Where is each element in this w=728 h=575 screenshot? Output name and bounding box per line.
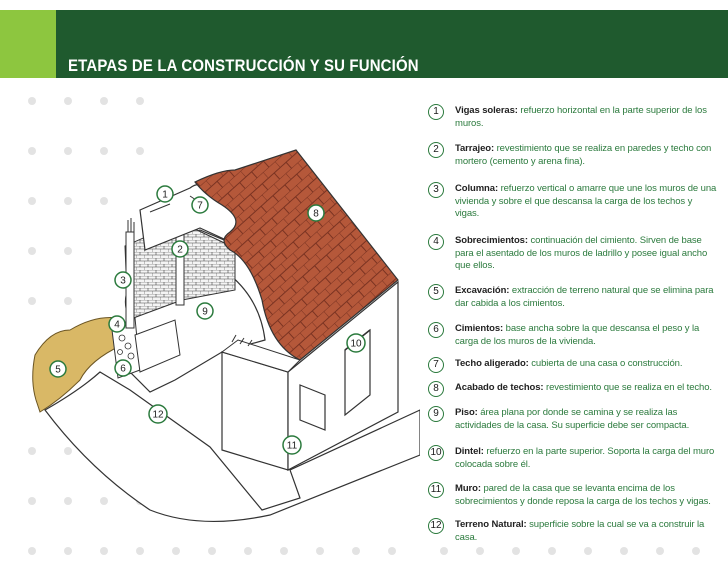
callout-12 [149,405,167,423]
legend-number: 3 [428,182,444,198]
callout-7 [192,197,208,213]
house-construction-illustration [0,80,420,575]
legend-term: Terreno Natural: [455,519,527,530]
legend-term: Columna: [455,183,499,194]
legend-term: Dintel: [455,446,484,457]
header [0,0,728,80]
legend-description: revestimiento que se realiza en el techo. [546,382,712,393]
svg-text:1: 1 [162,189,168,201]
legend-term: Piso: [455,407,478,418]
legend-number: 11 [428,482,444,498]
legend-number: 1 [428,104,444,120]
svg-text:11: 11 [286,440,298,452]
svg-text:9: 9 [202,306,208,318]
legend-term: Sobrecimientos: [455,235,528,246]
svg-text:6: 6 [120,363,126,375]
svg-text:2: 2 [177,244,183,256]
callout-5 [50,361,66,377]
callout-9 [197,303,213,319]
legend-term: Vigas soleras: [455,105,518,116]
legend-number: 10 [428,445,444,461]
legend-description: pared de la casa que se levanta encima de los sobrecimientos y donde reposa la carga de los techos y vigas. [455,483,711,507]
legend-description: continuación del cimiento. Sirven de base para el asentado de los muros de ladrillo y posee igual ancho que ellos. [455,235,708,271]
legend-term: Techo aligerado: [455,358,529,369]
legend-number: 7 [428,357,444,373]
callout-2 [172,241,188,257]
legend-description: refuerzo en la parte superior. Soporta la carga del muro colocada sobre él. [455,446,715,470]
svg-text:10: 10 [350,338,362,350]
svg-text:8: 8 [313,208,319,220]
page-title: ETAPAS DE LA CONSTRUCCIÓN Y SU FUNCIÓN [68,56,419,75]
legend-term: Tarrajeo: [455,143,495,154]
house-wall-front [222,352,288,470]
callout-6 [115,360,131,376]
legend-description: cubierta de una casa o construcción. [531,358,683,369]
legend-description: superficie sobre la cual se va a construir la casa. [455,519,705,543]
legend-description: área plana por donde se camina y se realiza las actividades de la casa. Su superficie debe ser compacta. [455,407,690,431]
legend-description: refuerzo horizontal en la parte superior de los muros. [455,105,707,129]
header-accent-block [0,10,56,78]
legend-description: base ancha sobre la que descansa el peso y la carga de los muros de la vivienda. [455,323,700,347]
svg-text:3: 3 [120,275,126,287]
svg-text:7: 7 [197,200,203,212]
legend-term: Acabado de techos: [455,382,544,393]
legend-term: Muro: [455,483,481,494]
legend-number: 5 [428,284,444,300]
callout-10 [347,334,365,352]
legend-description: refuerzo vertical o amarre que une los muros de una vivienda y sobre el que descansa la carga de los techos y vigas. [455,183,717,219]
svg-text:12: 12 [152,409,164,421]
svg-text:5: 5 [55,364,61,376]
svg-text:4: 4 [114,319,120,331]
callout-8 [308,205,324,221]
legend-number: 6 [428,322,444,338]
legend-number: 4 [428,234,444,250]
legend-number: 2 [428,142,444,158]
callout-1 [157,186,173,202]
legend-number: 12 [428,518,444,534]
legend-number: 8 [428,381,444,397]
legend-term: Excavación: [455,285,510,296]
callout-11 [283,436,301,454]
legend-description: revestimiento que se realiza en paredes y techo con mortero (cemento y arena fina). [455,143,712,167]
callout-4 [109,316,125,332]
legend-term: Cimientos: [455,323,504,334]
legend-number: 9 [428,406,444,422]
callout-3 [115,272,131,288]
legend-description: extracción de terreno natural que se elimina para dar cabida a los cimientos. [455,285,714,309]
